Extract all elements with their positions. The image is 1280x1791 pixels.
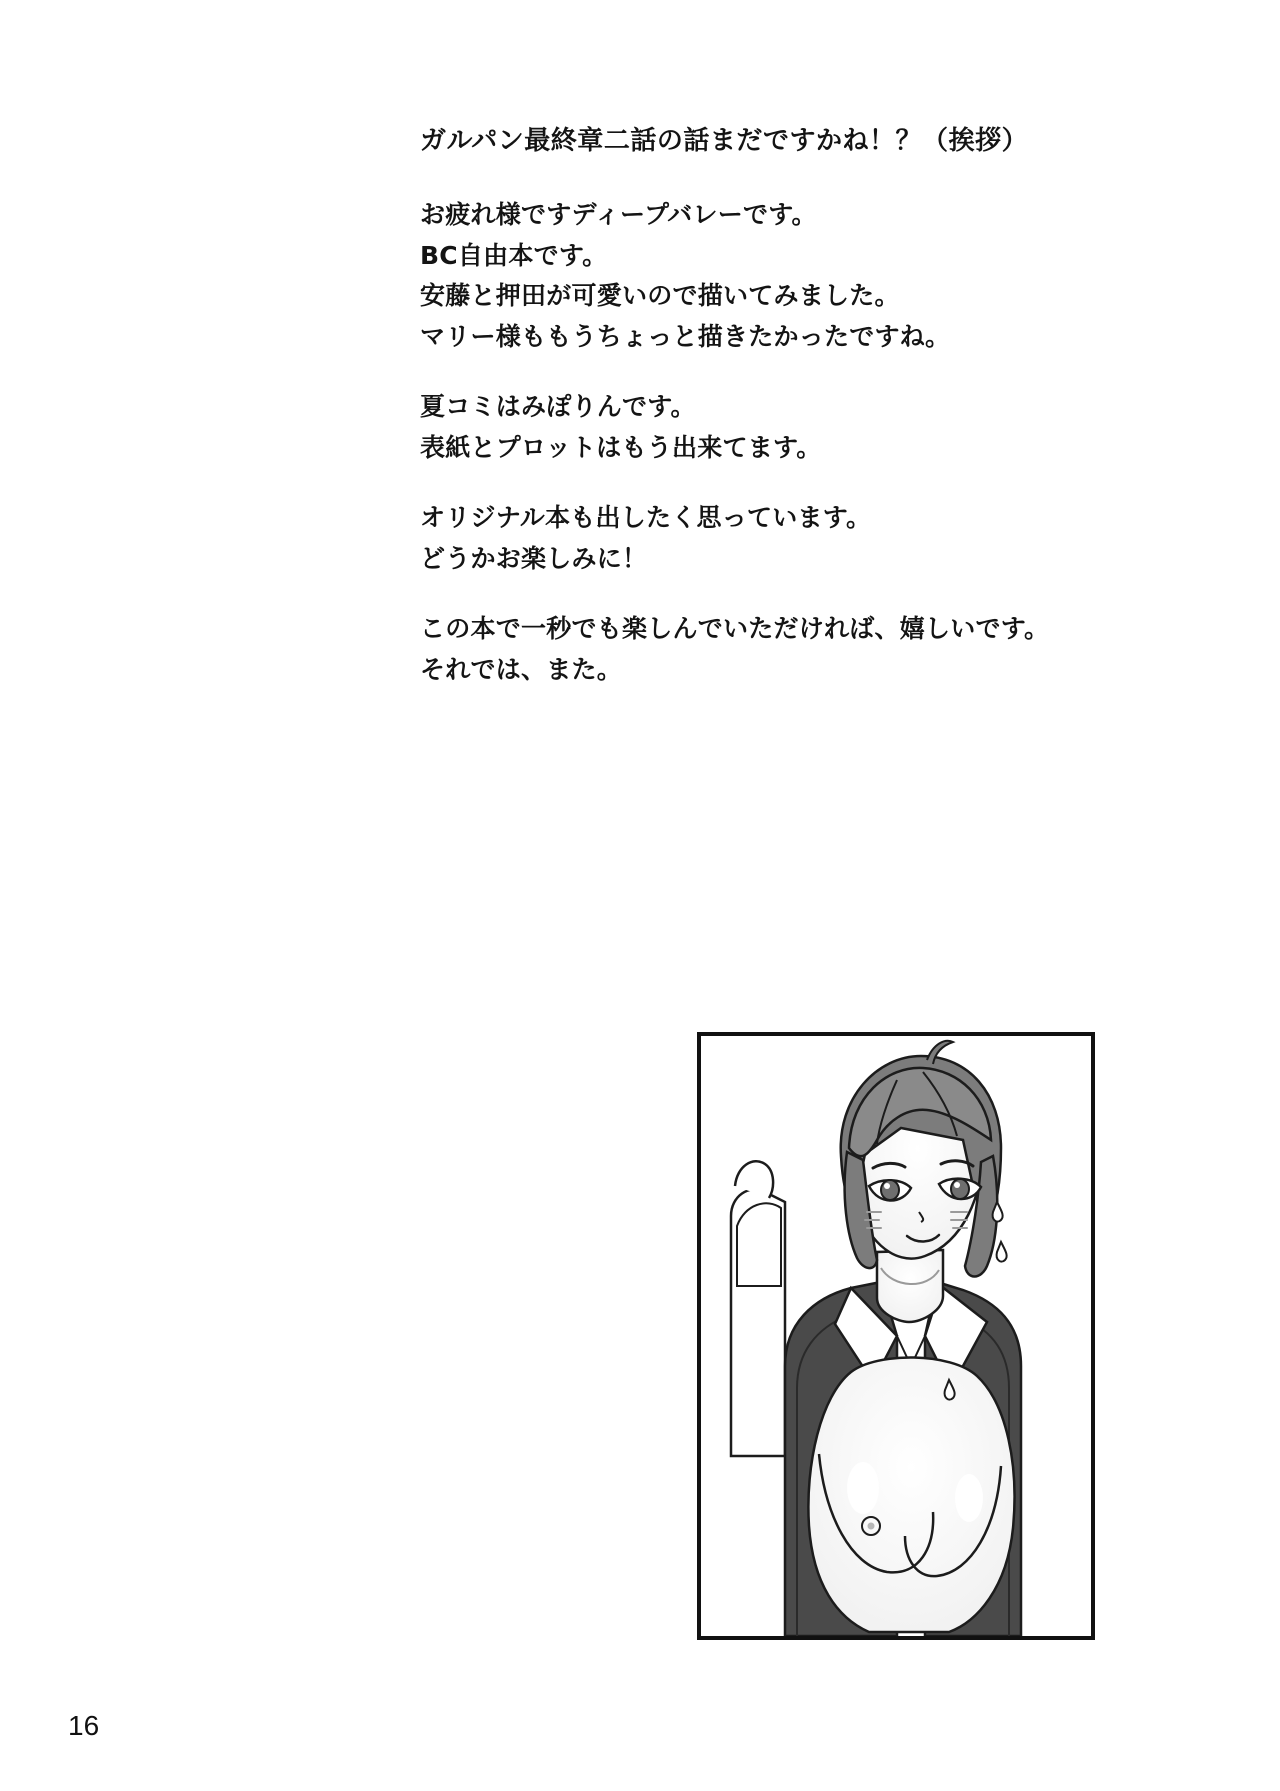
afterword-line: どうかお楽しみに！ (420, 543, 648, 573)
afterword-line: この本で一秒でも楽しんでいただければ、嬉しいです。 (420, 614, 1050, 643)
afterword-line: マリー様ももうちょっと描きたかったですね。 (420, 321, 951, 351)
afterword-line: オリジナル本も出したく思っています。 (420, 503, 872, 532)
afterword-line: BC自由本です。 (420, 240, 608, 270)
page-number: 16 (68, 1710, 100, 1741)
manga-illustration-panel (697, 1032, 1095, 1640)
afterword-paragraph-4 (420, 609, 1200, 690)
afterword-line: それでは、また。 (420, 654, 623, 684)
afterword-block (420, 122, 1200, 690)
afterword-line: 表紙とプロットはもう出来てます。 (420, 432, 822, 462)
afterword-paragraph-3 (420, 498, 1200, 579)
illustration-artwork (701, 1036, 1091, 1636)
afterword-paragraph-1 (420, 195, 1200, 357)
afterword-line: 夏コミはみぽりんです。 (420, 392, 696, 421)
afterword-line: 安藤と押田が可愛いので描いてみました。 (420, 281, 900, 310)
afterword-line: お疲れ様ですディープバレーです。 (420, 200, 817, 229)
afterword-title: ガルパン最終章二話の話まだですかね！？（挨拶） (420, 126, 1029, 156)
afterword-paragraph-2 (420, 387, 1200, 468)
